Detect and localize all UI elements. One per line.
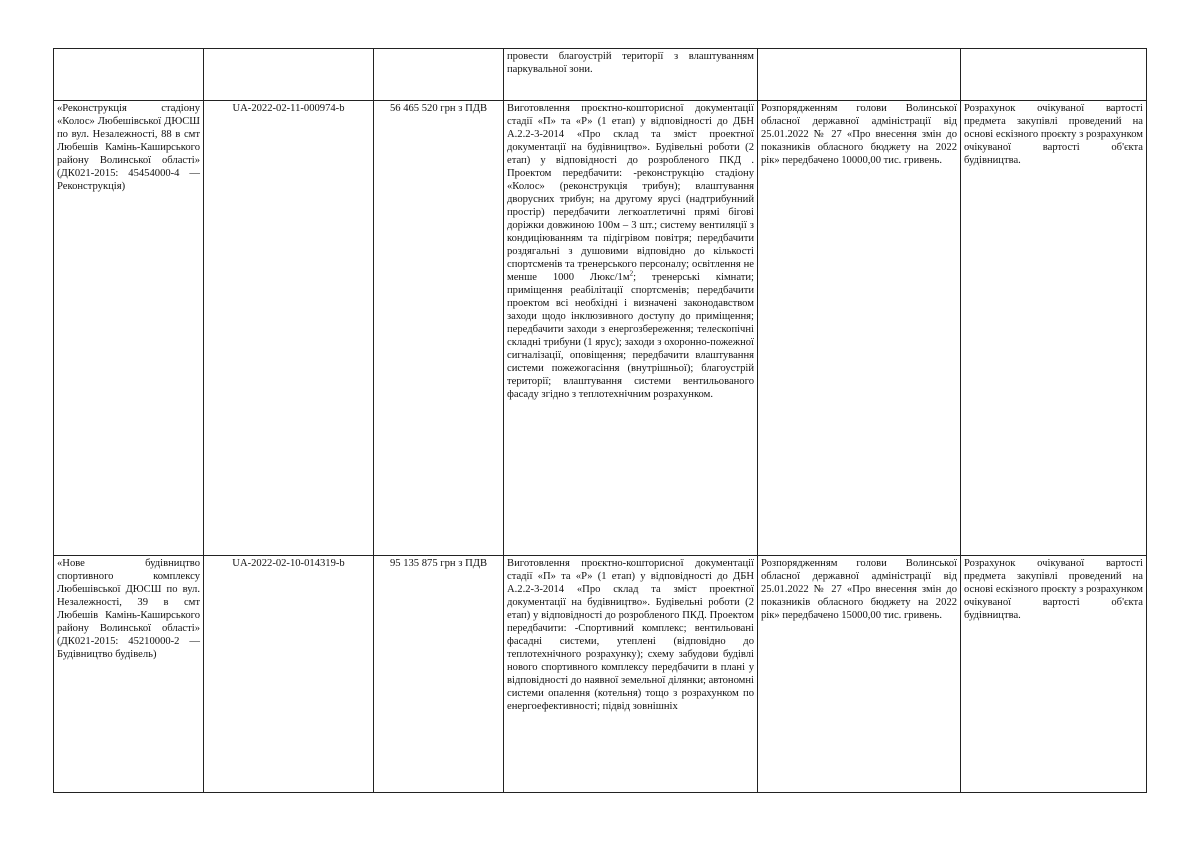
cost-text: 56 465 520 грн з ПДВ: [389, 103, 488, 114]
object-name-cell: [54, 49, 204, 101]
work-description-cell: [504, 49, 758, 101]
cost-cell: [374, 101, 504, 556]
table-row: [54, 49, 1147, 101]
table-row: [54, 556, 1147, 793]
procurement-table: [53, 48, 1147, 793]
justification-text: Розрахунок очікуваної вартості предмета закупівлі проведений на основі ескізного проєкту з розрахунком очікуваної вартості об'єкта будівництва.: [964, 558, 1143, 621]
procurement-id-text: UA-2022-02-11-000974-b: [232, 103, 345, 114]
justification-cell: [961, 101, 1147, 556]
justification-cell: [961, 49, 1147, 101]
funding-cell: [758, 101, 961, 556]
funding-cell: [758, 49, 961, 101]
work-description-cell: [504, 101, 758, 556]
table-row: [54, 101, 1147, 556]
object-name-cell: [54, 101, 204, 556]
work-description-text: Виготовлення проєктно-кошторисної документації стадії «П» та «Р» (1 етап) у відповідності до ДБН А.2.2-3-2014 «Про склад та зміст проектної документації на будівництво». Будівельні роботи (2 етап) у відповідності до розробленого ПКД . Проектом передбачити: -реконструкцію стадіону «Колос» (реконструкція трибун); влаштування дворусних трибун; на другому ярусі (надтрибунний простір) передбачити легкоатлетичні прямі бігові доріжки довжиною 100м – 3 шт.; систему вентиляції з кондиціюванням та підігрівом повітря; передбачити роздягальні з душовими відповідно до кількості спортсменів та тренерського персоналу; освітлення не менше 1000 Люкс/1м: [507, 103, 754, 283]
procurement-id-cell: [204, 556, 374, 793]
work-description-continued: ; тренерські кімнати; приміщення реабілітації спортсменів; передбачити проектом всі необхідні і визначені законодавством заходи щодо інклюзивного доступу до приміщення; передбачити заходи з енергозбереження; телескопічні складні трибуни (1 ярус); заходи з охоронно-пожежної сигналізації, оповіщення; передбачити влаштування системи пожежогасіння (внутрішньої); благоустрій території; влаштування системи вентильованого фасаду згідно з теплотехнічним розрахунком.: [507, 272, 754, 400]
cost-cell: [374, 49, 504, 101]
procurement-id-cell: [204, 101, 374, 556]
justification-text: Розрахунок очікуваної вартості предмета закупівлі проведений на основі ескізного проєкту з розрахунком очікуваної вартості об'єкта будівництва.: [964, 103, 1143, 166]
object-name-cell: [54, 556, 204, 793]
funding-cell: [758, 556, 961, 793]
cost-cell: [374, 556, 504, 793]
work-description-cell: [504, 556, 758, 793]
procurement-id-cell: [204, 49, 374, 101]
superscript-two: 2: [629, 269, 634, 278]
procurement-id-text: UA-2022-02-10-014319-b: [232, 558, 345, 569]
cost-text: 95 135 875 грн з ПДВ: [389, 558, 488, 569]
work-description-text: Виготовлення проєктно-кошторисної документації стадії «П» та «Р» (1 етап) у відповідності до ДБН А.2.2-3-2014 «Про склад та зміст проектної документації на будівництво». Будівельні роботи (2 етап) у відповідності до розробленого ПКД. Проектом передбачити: -Спортивний комплекс; вентильовані фасадні системи, утеплені (відповідно до теплотехнічного розрахунку); схему забудови будівлі нового спортивного комплексу передбачити в плані у відповідності до наявної земельної ділянки; автономні системи опалення (котельня) тощо з розрахунком по енергоефективності; підвід зовнішніх: [507, 558, 754, 712]
justification-cell: [961, 556, 1147, 793]
funding-text: Розпорядженням голови Волинської обласної державної адміністрації від 25.01.2022 № 27 «Про внесення змін до показників обласного бюджету на 2022 рік» передбачено 15000,00 тис. гривень.: [761, 558, 957, 621]
object-name-text: «Реконструкція стадіону «Колос» Любешівської ДЮСШ по вул. Незалежності, 88 в смт Любешів Камінь-Каширського району Волинської області» (ДК021-2015: 45454000-4 — Реконструкція): [57, 103, 200, 192]
funding-text: Розпорядженням голови Волинської обласної державної адміністрації від 25.01.2022 № 27 «Про внесення змін до показників обласного бюджету на 2022 рік» передбачено 10000,00 тис. гривень.: [761, 103, 957, 166]
work-description-text: провести благоустрій території з влаштуванням паркувальної зони.: [507, 51, 754, 75]
object-name-text: «Нове будівництво спортивного комплексу Любешівської ДЮСШ по вул. Незалежності, 39 в смт Любешів Камінь-Каширського району Волинської області» (ДК021-2015: 45210000-2 — Будівництво будівель): [57, 558, 200, 660]
